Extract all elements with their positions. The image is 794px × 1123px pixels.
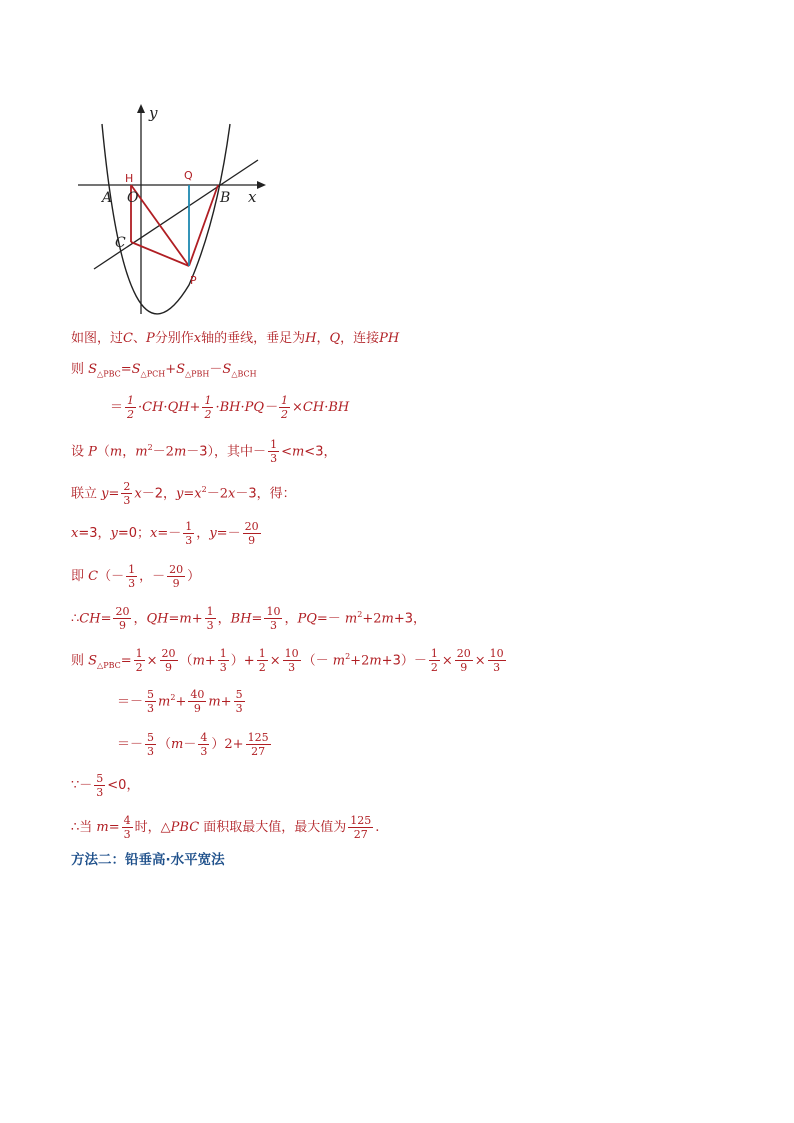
denominator: 2	[135, 661, 143, 675]
point-p-definition	[71, 438, 336, 465]
fraction	[246, 731, 271, 758]
subscript: △PBC	[97, 369, 121, 379]
y-axis-arrow	[137, 104, 145, 113]
text: －2	[206, 486, 229, 502]
area-vertex-form	[117, 731, 273, 758]
text: －	[183, 737, 197, 752]
text: =	[183, 486, 195, 502]
text: =3，	[78, 526, 111, 541]
fraction	[455, 647, 473, 674]
var-m: m	[369, 653, 382, 669]
segment-qh: QH	[146, 611, 169, 627]
text: ，	[284, 611, 298, 627]
area-symbol: S	[222, 362, 232, 377]
denominator: 2	[204, 408, 212, 421]
fraction	[188, 688, 206, 715]
text: +	[165, 362, 177, 377]
text: ×CH·BH	[292, 400, 350, 415]
text: .	[375, 820, 380, 835]
denominator: 9	[165, 661, 173, 675]
var-x: x	[134, 486, 142, 502]
text: ＝－	[117, 694, 144, 710]
numerator: 2	[123, 480, 131, 494]
area-symbol: S	[88, 362, 98, 377]
text: －	[209, 362, 223, 377]
text: ，	[316, 331, 330, 346]
denominator: 27	[353, 828, 368, 841]
area-decomposition	[71, 360, 257, 385]
numerator: 10	[284, 647, 299, 661]
text: =0；	[117, 526, 151, 541]
fraction	[283, 647, 301, 674]
text: 、	[132, 331, 146, 346]
point-h: H	[305, 331, 317, 346]
text: ，	[122, 444, 136, 460]
denominator: 2	[127, 408, 135, 421]
fraction	[125, 394, 136, 421]
numerator: 10	[266, 605, 281, 619]
x-axis-arrow	[257, 181, 266, 189]
numerator: 20	[161, 647, 176, 661]
text: 则	[71, 362, 89, 377]
fraction	[243, 520, 261, 547]
text: ·BH·PQ－	[215, 400, 278, 415]
text: <3，	[304, 444, 337, 460]
var-y: y	[209, 526, 217, 541]
conclusion	[71, 814, 379, 841]
fraction	[268, 438, 279, 465]
label-y: y	[149, 104, 158, 122]
numerator: 125	[350, 814, 372, 827]
text: （－	[302, 653, 333, 669]
denominator: 3	[200, 745, 208, 758]
text: =	[168, 611, 180, 627]
denominator: 3	[185, 534, 193, 547]
text: ×	[474, 653, 486, 669]
numerator: 4	[200, 731, 208, 744]
label-c: C	[115, 235, 126, 251]
text: ×	[269, 653, 281, 669]
subscript: △PBC	[97, 660, 121, 670]
numerator: 1	[135, 647, 143, 661]
fraction	[429, 647, 440, 674]
numerator: 5	[147, 731, 155, 744]
var-x: x	[194, 486, 202, 502]
numerator: 1	[219, 647, 227, 661]
text: （－	[98, 569, 125, 584]
denominator: 3	[235, 702, 243, 716]
fraction	[205, 605, 216, 632]
subscript: △PBH	[185, 369, 210, 379]
text: ，连接	[340, 331, 380, 346]
numerator: 20	[244, 520, 259, 533]
text: +2	[350, 653, 370, 669]
point-c: C	[123, 331, 133, 346]
numerator: 5	[235, 688, 243, 702]
text: +2	[362, 611, 382, 627]
text: ，	[133, 611, 147, 627]
text: =－	[157, 526, 182, 541]
fraction	[279, 394, 290, 421]
text: 时，	[134, 820, 161, 835]
denominator: 3	[123, 494, 131, 508]
var-m: m	[96, 820, 109, 835]
text: 即	[71, 569, 89, 584]
text: =－	[216, 526, 241, 541]
numerator: 40	[190, 688, 205, 702]
numerator: 20	[456, 647, 471, 661]
parabola-figure	[72, 96, 272, 318]
denominator: 2	[281, 408, 289, 421]
text: <	[281, 444, 292, 460]
fraction	[202, 394, 213, 421]
numerator: 1	[206, 605, 214, 619]
segment-bh: BH	[230, 611, 252, 627]
text: +	[204, 653, 216, 669]
area-formula	[110, 394, 349, 421]
triangle-pbc: PBC	[170, 820, 200, 835]
exponent: 2	[345, 652, 351, 661]
line-cb	[94, 160, 258, 269]
fraction	[160, 647, 178, 674]
exponent: 2	[147, 443, 153, 452]
var-x: x	[71, 526, 79, 541]
text: ∵－	[71, 778, 93, 793]
var-m: m	[332, 653, 346, 669]
denominator: 9	[248, 534, 256, 547]
numerator: 1	[185, 520, 193, 533]
exponent: 2	[201, 485, 207, 494]
var-x: x	[228, 486, 236, 502]
exponent: 2	[357, 610, 363, 619]
segment-pq: PQ	[297, 611, 317, 627]
fraction	[183, 520, 194, 547]
numerator: 4	[123, 814, 131, 827]
text: ，－	[139, 569, 166, 584]
fraction	[234, 688, 245, 715]
area-symbol: S	[176, 362, 185, 377]
subscript: △BCH	[231, 369, 257, 379]
exponent: 2	[224, 737, 233, 752]
denominator: 27	[251, 745, 266, 758]
var-m: m	[291, 444, 305, 460]
var-m: m	[208, 694, 221, 710]
text: 分别作	[154, 331, 194, 346]
var-m: m	[171, 737, 184, 752]
text: ）+	[230, 653, 255, 669]
var-m: m	[179, 611, 192, 627]
text: =	[108, 820, 120, 835]
text: +	[175, 694, 187, 710]
label-a: A	[102, 190, 113, 206]
area-symbol: S	[131, 362, 141, 377]
segment-ph: PH	[379, 331, 400, 346]
text: ∴	[71, 611, 80, 627]
text: ）	[187, 569, 201, 584]
text: ，	[217, 611, 231, 627]
var-y: y	[176, 486, 184, 502]
segment-ch: CH	[79, 611, 101, 627]
fraction	[134, 647, 145, 674]
fraction	[126, 563, 137, 590]
text: －2，	[141, 486, 177, 502]
fraction	[167, 563, 185, 590]
text: 如图，过	[71, 331, 124, 346]
segment-bp	[189, 185, 218, 266]
area-expanded	[117, 688, 247, 715]
denominator: 3	[96, 786, 104, 799]
exponent: 2	[170, 693, 176, 702]
denominator: 3	[147, 745, 155, 758]
numerator: 5	[147, 688, 155, 702]
point-c: C	[88, 569, 99, 584]
text: ）	[211, 737, 225, 752]
label-b: B	[220, 190, 231, 206]
var-m: m	[344, 611, 358, 627]
text: 则	[71, 653, 89, 669]
text: =	[120, 362, 132, 377]
label-p: P	[190, 274, 197, 287]
fraction	[121, 480, 132, 507]
fraction	[264, 605, 282, 632]
var-m: m	[109, 444, 123, 460]
text: +	[232, 737, 244, 752]
point-q: Q	[329, 331, 341, 346]
text: =	[100, 611, 112, 627]
text: 设	[71, 444, 89, 460]
text: ，	[196, 526, 210, 541]
var-x: x	[150, 526, 158, 541]
simultaneous-equations	[71, 480, 296, 507]
method-two-heading: 方法二：铅垂高·水平宽法	[71, 852, 225, 868]
text: ×	[146, 653, 158, 669]
var-y: y	[101, 486, 109, 502]
text: ·CH·QH+	[138, 400, 201, 415]
text: －2	[152, 444, 174, 460]
numerator: 1	[204, 394, 212, 407]
denominator: 2	[258, 661, 266, 675]
point-p: P	[145, 331, 155, 346]
text: （	[179, 653, 193, 669]
numerator: 1	[430, 647, 438, 661]
numerator: 1	[281, 394, 289, 407]
fraction	[488, 647, 506, 674]
text: +	[220, 694, 232, 710]
numerator: 1	[258, 647, 266, 661]
fraction	[257, 647, 268, 674]
fraction	[145, 731, 156, 758]
solutions	[71, 520, 263, 547]
text: +3）－	[381, 653, 427, 669]
label-o: O	[127, 190, 139, 206]
denominator: 3	[270, 452, 278, 466]
fraction	[145, 688, 156, 715]
denominator: 9	[193, 702, 201, 716]
text: 面积取最大值，最大值为	[199, 820, 347, 835]
subscript: △PCH	[140, 369, 166, 379]
fraction	[198, 731, 209, 758]
fraction	[348, 814, 373, 841]
solution-line-intro	[71, 329, 399, 349]
denominator: 9	[118, 619, 126, 633]
denominator: 3	[219, 661, 227, 675]
text: －3），其中－	[186, 444, 267, 460]
text: －3，得：	[235, 486, 296, 502]
point-p: P	[88, 444, 97, 460]
denominator: 9	[460, 661, 468, 675]
denominator: 9	[172, 577, 180, 590]
coefficient-negative	[71, 772, 139, 799]
denominator: 3	[269, 619, 277, 633]
text: +	[191, 611, 203, 627]
text: =	[120, 653, 132, 669]
denominator: 2	[430, 661, 438, 675]
var-m: m	[381, 611, 394, 627]
fraction	[94, 772, 105, 799]
point-c-coordinates	[71, 563, 200, 590]
text: ∴当	[71, 820, 97, 835]
area-substitution	[71, 647, 508, 676]
numerator: 10	[489, 647, 504, 661]
fraction	[113, 605, 131, 632]
label-h: H	[125, 172, 134, 185]
numerator: 20	[115, 605, 130, 619]
fraction	[218, 647, 229, 674]
denominator: 3	[123, 828, 131, 841]
area-symbol: S	[88, 653, 98, 669]
numerator: 1	[128, 563, 136, 576]
text: =	[108, 486, 120, 502]
segment-lengths	[71, 605, 426, 632]
numerator: 1	[127, 394, 135, 407]
numerator: 1	[270, 438, 278, 452]
numerator: 5	[96, 772, 104, 785]
denominator: 3	[206, 619, 214, 633]
text: <0，	[107, 778, 140, 793]
numerator: 125	[247, 731, 269, 744]
numerator: 20	[169, 563, 184, 576]
text: ＝－	[117, 737, 144, 752]
text: =－	[316, 611, 345, 627]
text: （	[96, 444, 110, 460]
denominator: 3	[147, 702, 155, 716]
var-y: y	[110, 526, 118, 541]
denominator: 3	[493, 661, 501, 675]
label-x: x	[248, 188, 257, 206]
var-x: x	[193, 331, 202, 346]
label-q: Q	[184, 169, 193, 182]
var-m: m	[192, 653, 205, 669]
text: ×	[441, 653, 453, 669]
var-m: m	[158, 694, 171, 710]
var-m: m	[173, 444, 187, 460]
text: △	[160, 820, 171, 835]
text: 联立	[71, 486, 102, 502]
text: 轴的垂线，垂足为	[201, 331, 306, 346]
text: （	[158, 737, 172, 752]
denominator: 3	[288, 661, 296, 675]
text: +3，	[393, 611, 426, 627]
text: ＝	[110, 400, 124, 415]
fraction	[122, 814, 133, 841]
parabola-curve	[102, 124, 230, 314]
var-m: m	[135, 444, 148, 460]
denominator: 3	[128, 577, 136, 590]
text: =	[251, 611, 263, 627]
